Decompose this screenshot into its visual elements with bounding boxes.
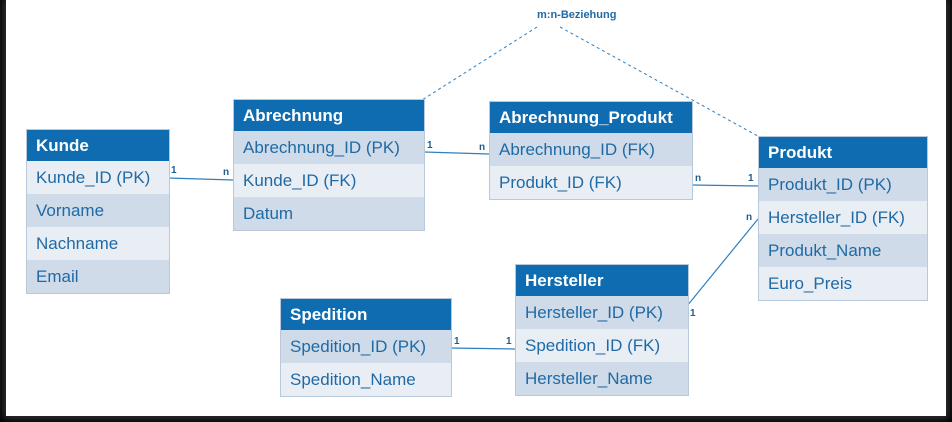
abrechnung-attr-kunde-id: Kunde_ID (FK) xyxy=(234,164,424,197)
spedition-attr-spedition-name: Spedition_Name xyxy=(281,363,451,396)
mn-relationship-label: m:n-Beziehung xyxy=(537,9,617,21)
entity-abrechnung-produkt[interactable] xyxy=(489,101,693,200)
abrechnung-produkt-attr-produkt-id: Produkt_ID (FK) xyxy=(490,166,692,199)
cardinality-produkt-hersteller-1: 1 xyxy=(690,308,696,319)
cardinality-produkt-hersteller-n: n xyxy=(746,212,753,223)
entity-abrechnung-title: Abrechnung xyxy=(234,100,424,131)
cardinality-spedition-hersteller-1b: 1 xyxy=(506,336,512,347)
cardinality-kunde-abrechnung-1: 1 xyxy=(171,165,177,176)
kunde-attr-email: Email xyxy=(27,260,169,293)
entity-spedition-title: Spedition xyxy=(281,299,451,330)
entity-hersteller[interactable] xyxy=(515,264,689,396)
entity-hersteller-title: Hersteller xyxy=(516,265,688,296)
cardinality-spedition-hersteller-1a: 1 xyxy=(454,336,460,347)
hersteller-attr-spedition-id: Spedition_ID (FK) xyxy=(516,329,688,362)
cardinality-abrechnung-ap-n: n xyxy=(479,142,486,153)
hersteller-attr-hersteller-name: Hersteller_Name xyxy=(516,362,688,395)
entity-spedition[interactable] xyxy=(280,298,452,397)
cardinality-kunde-abrechnung-n: n xyxy=(223,167,230,178)
produkt-attr-euro-preis: Euro_Preis xyxy=(759,267,927,300)
line-kunde-abrechnung xyxy=(168,178,233,180)
entity-abrechnung[interactable] xyxy=(233,99,425,231)
spedition-attr-spedition-id: Spedition_ID (PK) xyxy=(281,330,451,363)
dashed-line-mn-left xyxy=(422,27,537,100)
line-spedition-hersteller xyxy=(450,348,515,349)
line-abrechnung-produkt-produkt xyxy=(692,185,758,186)
line-produkt-hersteller xyxy=(687,219,758,306)
produkt-attr-produkt-id: Produkt_ID (PK) xyxy=(759,168,927,201)
entity-produkt-title: Produkt xyxy=(759,137,927,168)
entity-kunde-title: Kunde xyxy=(27,130,169,161)
abrechnung-attr-abrechnung-id: Abrechnung_ID (PK) xyxy=(234,131,424,164)
produkt-attr-hersteller-id: Hersteller_ID (FK) xyxy=(759,201,927,234)
cardinality-ap-produkt-n: n xyxy=(695,173,702,184)
kunde-attr-vorname: Vorname xyxy=(27,194,169,227)
entity-produkt[interactable] xyxy=(758,136,928,301)
produkt-attr-produkt-name: Produkt_Name xyxy=(759,234,927,267)
kunde-attr-nachname: Nachname xyxy=(27,227,169,260)
abrechnung-attr-datum: Datum xyxy=(234,197,424,230)
kunde-attr-kunde-id: Kunde_ID (PK) xyxy=(27,161,169,194)
entity-abrechnung-produkt-title: Abrechnung_Produkt xyxy=(490,102,692,133)
cardinality-abrechnung-ap-1: 1 xyxy=(427,140,433,151)
hersteller-attr-hersteller-id: Hersteller_ID (PK) xyxy=(516,296,688,329)
entity-kunde[interactable] xyxy=(26,129,170,294)
abrechnung-produkt-attr-abrechnung-id: Abrechnung_ID (FK) xyxy=(490,133,692,166)
cardinality-ap-produkt-1: 1 xyxy=(748,173,754,184)
